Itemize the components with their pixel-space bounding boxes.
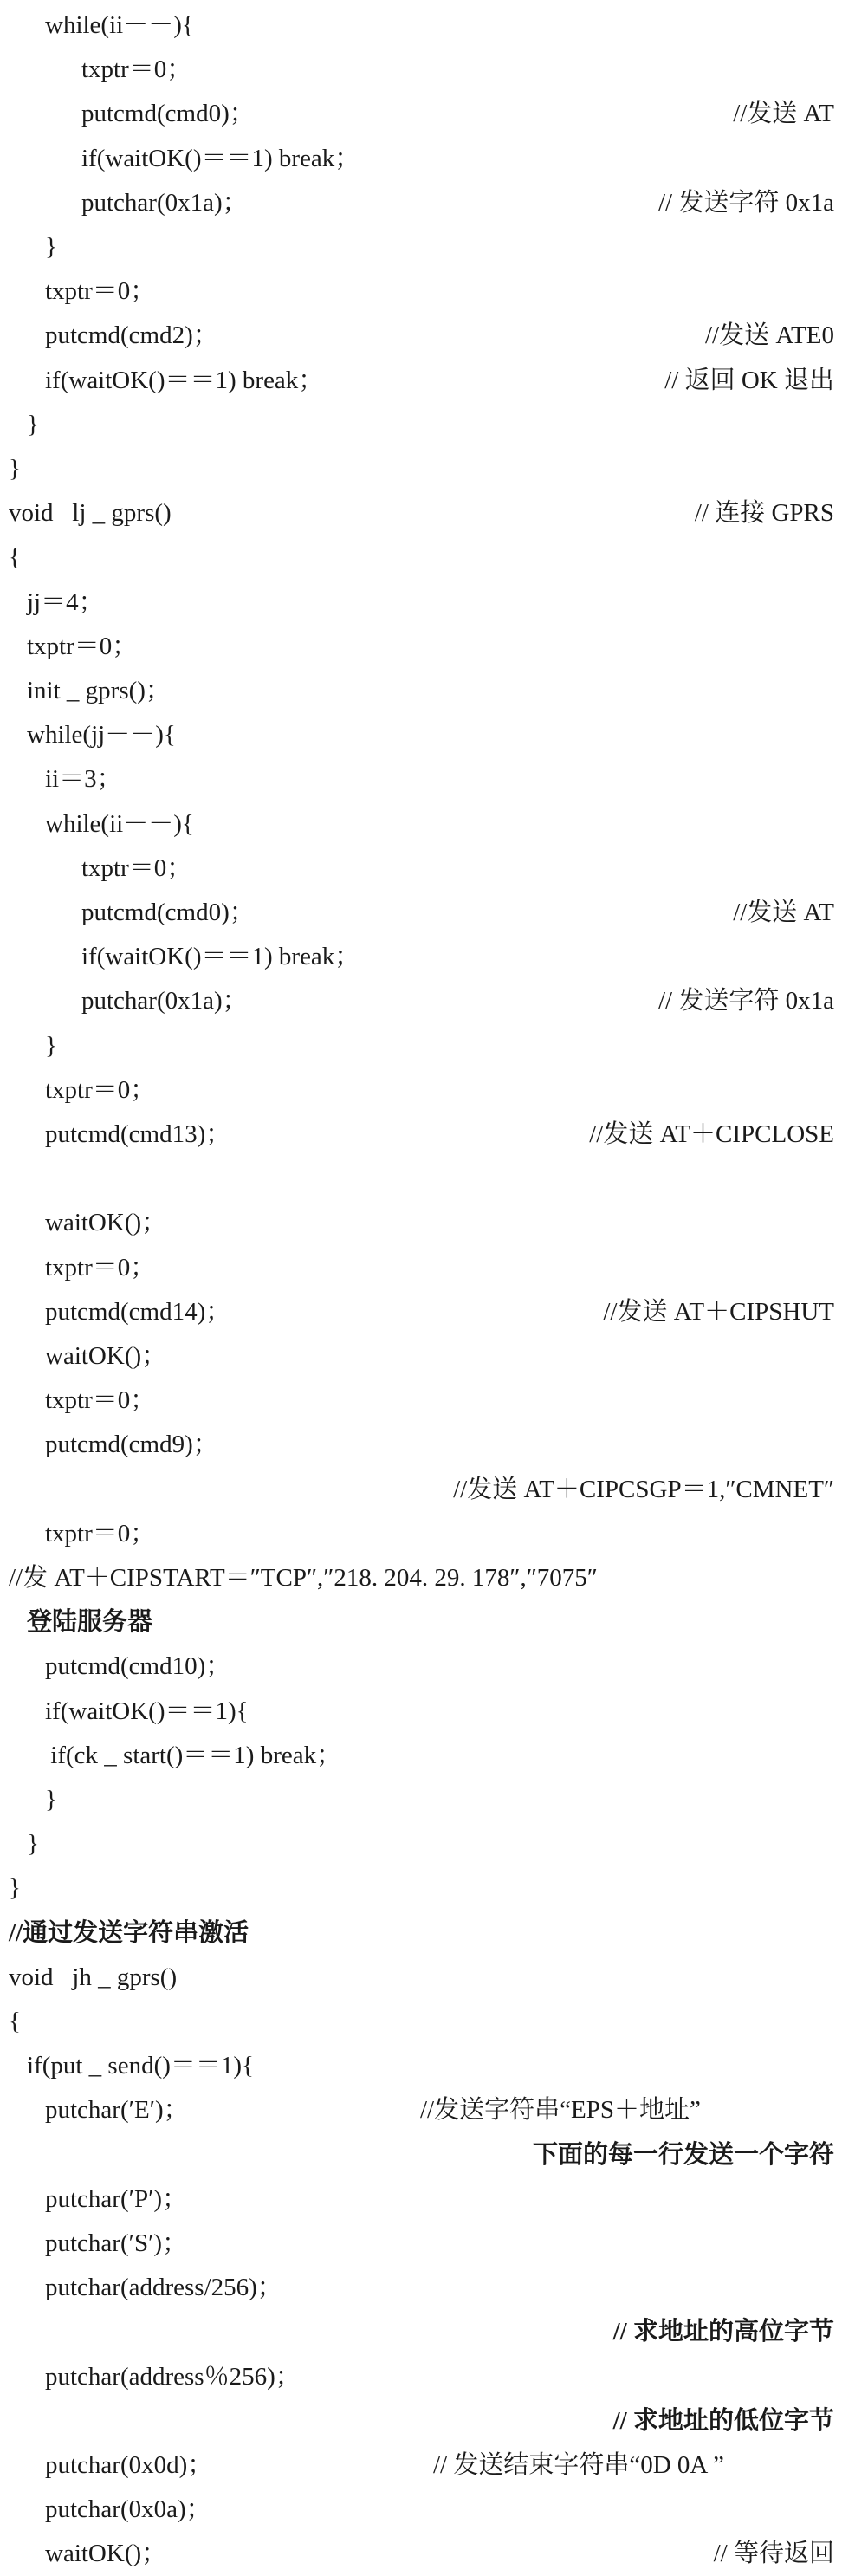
code-text: void lj _ gprs() — [9, 499, 172, 528]
code-comment: //发送 AT — [733, 899, 834, 926]
code-line — [0, 2355, 855, 2399]
code-line — [0, 757, 855, 801]
code-line — [0, 1690, 855, 1734]
code-text: putchar(address/256)； — [45, 2274, 282, 2302]
code-line — [0, 2266, 855, 2310]
code-text: putchar(0x0d)； — [45, 2451, 213, 2479]
code-line — [0, 1556, 855, 1600]
code-line — [0, 1512, 855, 1556]
code-text: txptr＝0； — [27, 632, 138, 660]
code-text: txptr＝0； — [45, 1075, 156, 1104]
code-line — [0, 1822, 855, 1866]
code-line — [0, 2488, 855, 2532]
code-line — [0, 2222, 855, 2266]
code-comment: //发送 ATE0 — [704, 321, 834, 350]
code-text: putchar(′P′)； — [45, 2184, 188, 2213]
code-text: void jh _ gprs() — [9, 1963, 178, 1991]
code-text: txptr＝0； — [45, 1253, 156, 1282]
code-line — [0, 935, 855, 979]
code-line — [0, 1113, 855, 1157]
code-line — [0, 2443, 855, 2488]
code-text: if(ck _ start()＝＝1) break； — [50, 1741, 342, 1769]
code-line — [0, 2000, 855, 2044]
code-line — [0, 1068, 855, 1113]
code-text: while(jj－－){ — [27, 721, 176, 749]
code-line — [0, 1600, 855, 1645]
code-line — [0, 1290, 855, 1334]
code-text: } — [45, 233, 57, 261]
code-text: ii＝3； — [45, 765, 122, 794]
code-text: } — [9, 1874, 21, 1903]
code-text: putcmd(cmd0)； — [81, 899, 255, 926]
code-line — [0, 1246, 855, 1290]
code-line — [0, 3, 855, 48]
code-text: waitOK()； — [45, 1342, 167, 1370]
code-line — [0, 979, 855, 1023]
code-line — [0, 1734, 855, 1778]
code-line — [0, 2310, 855, 2354]
code-comment: // 连接 GPRS — [694, 499, 834, 528]
code-text: txptr＝0； — [81, 853, 192, 882]
code-line — [0, 1024, 855, 1068]
code-comment: // 发送字符 0x1a — [658, 188, 834, 217]
code-text: txptr＝0； — [81, 55, 192, 84]
code-line — [0, 1866, 855, 1911]
code-text: //通过发送字符串激活 — [9, 1918, 249, 1947]
code-text: while(ii－－){ — [45, 809, 194, 838]
code-text: if(put _ send()＝＝1){ — [27, 2052, 254, 2080]
code-text: putchar(0x0a)； — [45, 2495, 211, 2524]
code-comment: // 返回 OK 退出 — [664, 366, 834, 394]
code-text: putcmd(cmd10)； — [45, 1652, 231, 1681]
code-line — [0, 491, 855, 535]
code-line — [0, 92, 855, 136]
code-text: putcmd(cmd9)； — [45, 1431, 218, 1459]
code-comment: // 发送字符 0x1a — [658, 987, 834, 1015]
code-line — [0, 2088, 855, 2132]
code-comment: //发送 AT＋CIPCLOSE — [589, 1120, 834, 1148]
code-text: putchar(0x1a)； — [81, 188, 248, 217]
code-text: txptr＝0； — [45, 277, 156, 306]
code-comment: //发送 AT＋CIPCSGP＝1,″CMNET″ — [453, 1475, 834, 1503]
code-line — [0, 1468, 855, 1512]
code-text: while(ii－－){ — [45, 11, 194, 39]
code-line — [0, 802, 855, 847]
code-line — [0, 48, 855, 92]
code-line — [0, 1778, 855, 1822]
code-line — [0, 181, 855, 225]
code-text: putcmd(cmd13)； — [45, 1120, 231, 1148]
code-line — [0, 1645, 855, 1689]
code-text: } — [9, 455, 21, 483]
code-text: if(waitOK()＝＝1){ — [45, 1697, 249, 1725]
code-line — [0, 2532, 855, 2576]
code-text: if(waitOK()＝＝1) break； — [45, 366, 324, 394]
code-line — [0, 137, 855, 181]
code-text: //发 AT＋CIPSTART＝″TCP″,″218. 204. 29. 178″,″7075″ — [9, 1564, 598, 1592]
code-comment: 下面的每一行发送一个字符 — [532, 2140, 834, 2169]
code-comment: //发送 AT＋CIPSHUT — [603, 1297, 834, 1326]
code-line — [0, 1379, 855, 1423]
code-text: if(waitOK()＝＝1) break； — [81, 943, 360, 971]
code-text: putcmd(cmd2)； — [45, 321, 218, 350]
code-line — [0, 225, 855, 269]
code-text: 登陆服务器 — [27, 1608, 153, 1637]
code-line — [0, 314, 855, 358]
code-text: putchar(address％256)； — [45, 2362, 301, 2391]
code-text: txptr＝0； — [45, 1386, 156, 1415]
code-text: putcmd(cmd0)； — [81, 100, 255, 128]
code-line — [0, 535, 855, 580]
code-comment: // 求地址的低位字节 — [612, 2406, 834, 2435]
code-line — [0, 669, 855, 713]
code-text: putcmd(cmd14)； — [45, 1297, 231, 1326]
code-text: waitOK()； — [45, 1209, 167, 1237]
code-text: putchar(′E′)； — [45, 2096, 189, 2125]
code-comment: //发送 AT — [733, 100, 834, 128]
code-text: } — [27, 1830, 39, 1859]
code-text: putchar(′S′)； — [45, 2229, 188, 2257]
code-comment: // 求地址的高位字节 — [612, 2318, 834, 2346]
code-text: jj＝4； — [27, 587, 104, 616]
code-text: { — [9, 2008, 21, 2035]
code-text: } — [45, 1031, 57, 1060]
code-line — [0, 2044, 855, 2088]
code-line — [0, 1423, 855, 1467]
code-text: { — [9, 543, 21, 572]
code-text: init _ gprs()； — [27, 677, 171, 704]
code-line — [0, 2399, 855, 2443]
code-line — [0, 847, 855, 891]
code-line — [0, 625, 855, 669]
code-line — [0, 2177, 855, 2222]
code-text: txptr＝0； — [45, 1519, 156, 1548]
code-line — [0, 1157, 855, 1201]
code-line — [0, 269, 855, 314]
code-text: putchar(0x1a)； — [81, 987, 248, 1015]
code-text: } — [27, 410, 39, 438]
code-line — [0, 447, 855, 491]
code-line — [0, 1956, 855, 2000]
code-line — [0, 1334, 855, 1379]
code-text: if(waitOK()＝＝1) break； — [81, 144, 360, 172]
code-line — [0, 403, 855, 447]
code-line — [0, 359, 855, 403]
code-line — [0, 1201, 855, 1245]
code-line — [0, 581, 855, 625]
code-line — [0, 713, 855, 757]
code-line — [0, 1911, 855, 1956]
code-text: } — [45, 1786, 57, 1814]
code-comment: //发送字符串“EPS＋地址” — [420, 2096, 701, 2125]
code-text: waitOK()； — [45, 2540, 167, 2568]
code-comment: // 等待返回 — [713, 2540, 834, 2568]
code-line — [0, 891, 855, 935]
code-line — [0, 2133, 855, 2177]
code-comment: // 发送结束字符串“0D 0A ” — [433, 2451, 724, 2479]
